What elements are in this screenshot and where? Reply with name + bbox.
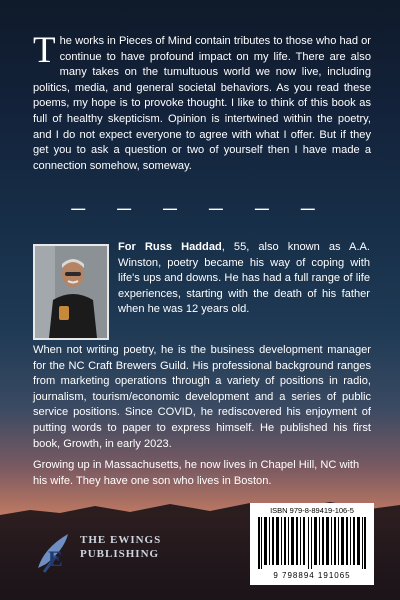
svg-text:E: E	[48, 546, 63, 571]
publisher-logo	[30, 528, 180, 578]
author-bio-intro	[118, 240, 370, 318]
intro-paragraph	[33, 30, 371, 174]
author-bio-third: Growing up in Massachusetts, he now lives in Chapel Hill, NC with his wife. They have one son who lives in Boston.	[33, 459, 360, 487]
isbn-label: ISBN 979-8-89419-106-5	[270, 506, 354, 515]
publisher-name-line2: PUBLISHING	[80, 548, 160, 560]
publisher-name-line1: THE EWINGS	[80, 534, 162, 546]
publisher-quill-icon	[34, 528, 76, 574]
intro-text: he works in Pieces of Mind contain tributes to those who had or continue to have profound impact on my life. There are also many takes on the tumultuous world we now live, including politics, media, and general societal behaviors. As you read these poems, my hope is to provoke thought. I like to think of this book as full of healthy skepticism. Opinion is intertwined within the poetry, and I do not expect everyone to agree with what I offer. But if they get you to ask a question or two of yourself then I have made a connection somehow, someway.	[33, 35, 371, 172]
barcode-number: 9 798894 191065	[273, 571, 351, 580]
author-bio-first: , 55, also known as A.A. Winston, poetry became his way of coping with life's ups and downs. He has had a full range of life experiences, starting with the death of his father when he was 12 years old.	[118, 241, 371, 316]
drop-cap: T	[33, 30, 56, 71]
author-photo	[33, 244, 109, 340]
author-bio-second: When not writing poetry, he is the business development manager for the NC Craft Brewers Guild. His professional background ranges from marketing operations through a variety of positions in radio, journalism, tourism/economic development and a series of public service positions. Since COVID, he rediscovered his enjoyment of putting words to paper to express himself. He published his first book, Growth, in early 2023.	[33, 344, 371, 450]
section-divider: — — — — — —	[71, 200, 329, 216]
author-name: For Russ Haddad	[118, 241, 222, 253]
barcode-bars	[258, 517, 366, 569]
isbn-barcode	[250, 503, 374, 585]
